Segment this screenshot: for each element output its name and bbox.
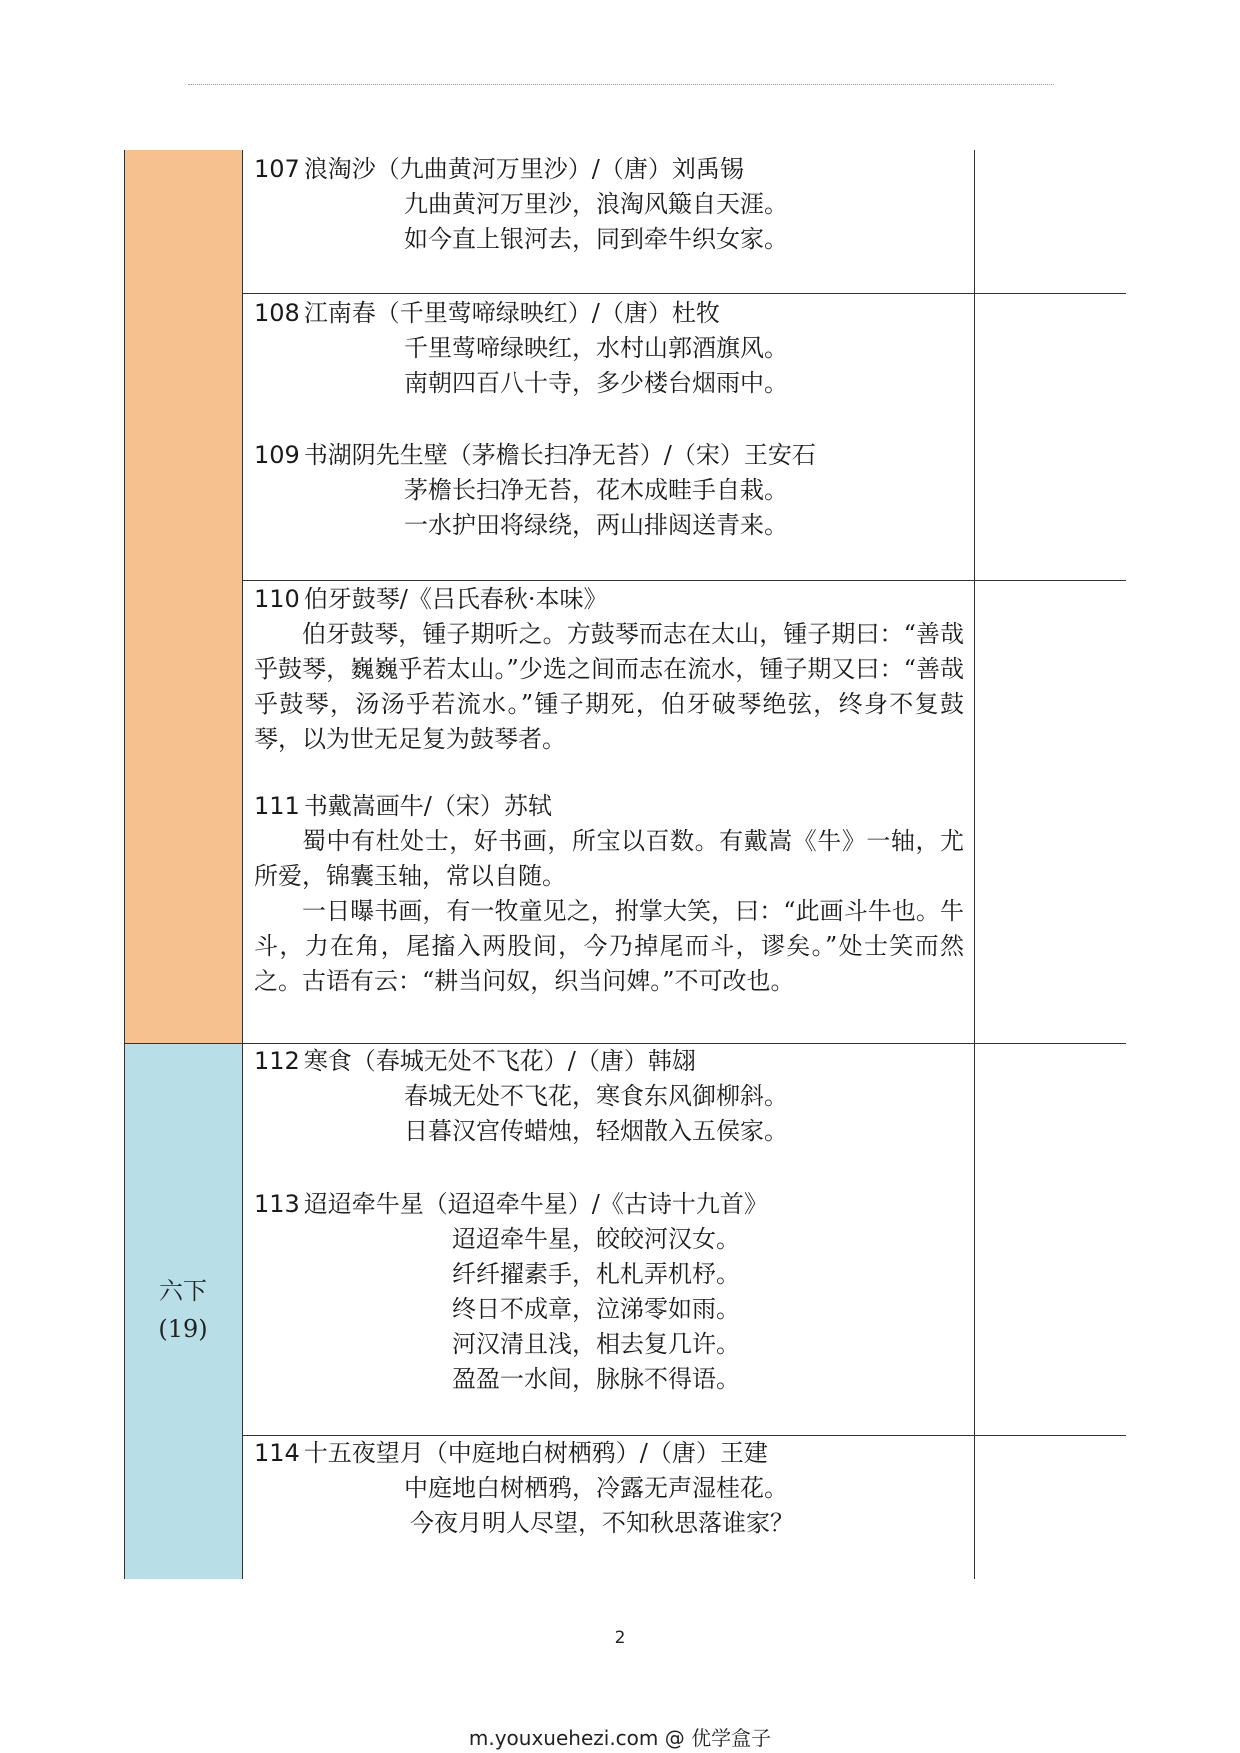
entry-110	[254, 582, 964, 757]
entry-number: 110	[254, 585, 300, 613]
table-column-divider	[242, 150, 243, 1579]
entry-number: 113	[254, 1190, 300, 1218]
verse-line: 九曲黄河万里沙，浪淘风簸自天涯。	[404, 190, 788, 218]
entry-number: 108	[254, 299, 300, 327]
verse-line: 终日不成章，泣涕零如雨。	[452, 1295, 740, 1323]
page-number: 2	[614, 1628, 626, 1648]
grade-label-count: (19)	[158, 1315, 208, 1343]
entry-title	[254, 582, 964, 617]
entry-title-text: 伯牙鼓琴/《吕氏春秋·本味》	[303, 585, 608, 613]
entry-114	[254, 1436, 964, 1541]
verse-line: 纤纤擢素手，札札弄机杼。	[452, 1260, 740, 1288]
prose-paragraph: 一日曝书画，有一牧童见之，拊掌大笑，曰：“此画斗牛也。牛斗，力在角，尾搐入两股间，今乃掉尾而斗，谬矣。”处士笑而然之。古语有云：“耕当问奴，织当问婢。”不可改也。	[254, 897, 964, 995]
entry-title-text: 书戴嵩画牛/（宋）苏轼	[303, 792, 552, 820]
entry-title	[254, 1044, 964, 1079]
verse-line: 河汉清且浅，相去复几许。	[452, 1330, 740, 1358]
verse-line: 迢迢牵牛星，皎皎河汉女。	[452, 1225, 740, 1253]
entry-title-text: 浪淘沙（九曲黄河万里沙）/（唐）刘禹锡	[303, 155, 744, 183]
footer-source: m.youxuehezi.com @ 优学盒子	[468, 1726, 772, 1750]
table-left-border	[124, 150, 125, 1579]
grade-band-top	[124, 150, 242, 1043]
table-right-column-divider	[974, 150, 975, 1579]
entry-title	[254, 438, 964, 473]
entry-number: 112	[254, 1047, 300, 1075]
verse-line: 如今直上银河去，同到牵牛织女家。	[404, 225, 788, 253]
entry-title	[254, 152, 964, 187]
prose-paragraph: 伯牙鼓琴，锺子期听之。方鼓琴而志在太山，锺子期曰：“善哉乎鼓琴，巍巍乎若太山。”少选之间而志在流水，锺子期又曰：“善哉乎鼓琴，汤汤乎若流水。”锺子期死，伯牙破琴绝弦，终身不复鼓琴，以为世无足复为鼓琴者。	[254, 620, 964, 753]
entry-112	[254, 1044, 964, 1149]
verse-line: 日暮汉宫传蜡烛，轻烟散入五侯家。	[404, 1117, 788, 1145]
row-divider	[242, 293, 1126, 294]
entry-title-text: 十五夜望月（中庭地白树栖鸦）/（唐）王建	[303, 1439, 768, 1467]
prose-body	[254, 824, 964, 999]
verse-line: 春城无处不飞花，寒食东风御柳斜。	[404, 1082, 788, 1110]
entry-107	[254, 152, 964, 257]
entry-title-text: 寒食（春城无处不飞花）/（唐）韩翃	[303, 1047, 696, 1075]
entry-108	[254, 296, 964, 401]
verse-line: 茅檐长扫净无苔，花木成畦手自栽。	[404, 476, 788, 504]
entry-number: 107	[254, 155, 300, 183]
header-rule	[188, 84, 1054, 85]
verse-line: 千里莺啼绿映红，水村山郭酒旗风。	[404, 334, 788, 362]
entry-109	[254, 438, 964, 543]
entry-title	[254, 1436, 964, 1471]
grade-label-name: 六下	[159, 1277, 207, 1305]
grade-label	[124, 1272, 242, 1348]
entry-113	[254, 1187, 964, 1397]
prose-paragraph: 蜀中有杜处士，好书画，所宝以百数。有戴嵩《牛》一轴，尤所爱，锦囊玉轴，常以自随。	[254, 827, 964, 890]
entry-title	[254, 1187, 964, 1222]
entry-number: 114	[254, 1439, 300, 1467]
entry-number: 109	[254, 441, 300, 469]
entry-title-text: 迢迢牵牛星（迢迢牵牛星）/《古诗十九首》	[303, 1190, 768, 1218]
row-divider	[242, 580, 1126, 581]
entry-title	[254, 296, 964, 331]
verse-line: 盈盈一水间，脉脉不得语。	[452, 1365, 740, 1393]
entry-title-text: 江南春（千里莺啼绿映红）/（唐）杜牧	[303, 299, 720, 327]
verse-line: 中庭地白树栖鸦，冷露无声湿桂花。	[404, 1474, 788, 1502]
entry-111	[254, 789, 964, 999]
verse-line: 一水护田将绿绕，两山排闼送青来。	[404, 511, 788, 539]
verse-line: 南朝四百八十寺，多少楼台烟雨中。	[404, 369, 788, 397]
entry-title	[254, 789, 964, 824]
verse-line: 今夜月明人尽望，不知秋思落谁家？	[410, 1509, 794, 1537]
entry-number: 111	[254, 792, 300, 820]
prose-body	[254, 617, 964, 757]
entry-title-text: 书湖阴先生壁（茅檐长扫净无苔）/（宋）王安石	[303, 441, 816, 469]
